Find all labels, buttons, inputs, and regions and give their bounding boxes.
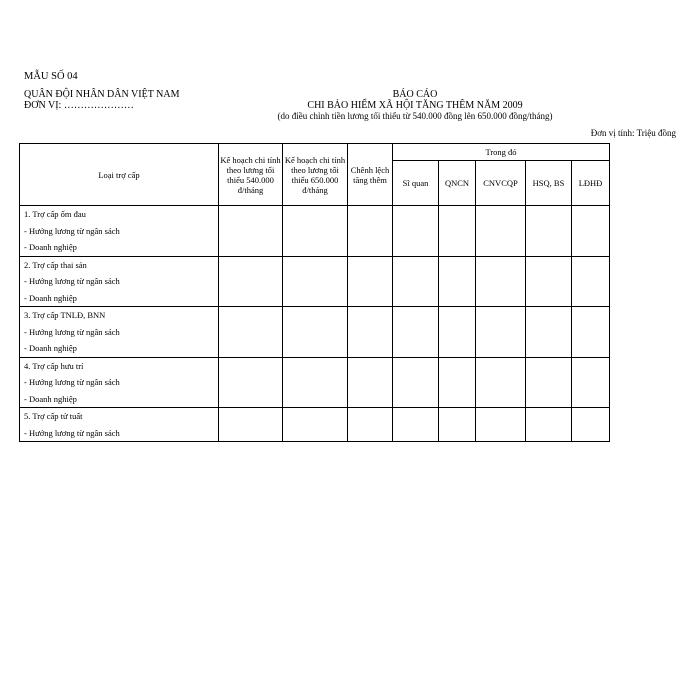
table-cell [219, 206, 283, 257]
table-cell [283, 206, 348, 257]
table-cell [393, 256, 439, 307]
table-cell [348, 408, 393, 442]
row-subline: - Doanh nghiệp [24, 242, 77, 252]
table-cell [439, 408, 476, 442]
table-cell [219, 357, 283, 408]
header-hsq-bs: HSQ, BS [526, 161, 572, 206]
header-ldhd: LĐHĐ [572, 161, 610, 206]
row-label [20, 357, 219, 408]
row-label [20, 408, 219, 442]
table-cell [393, 307, 439, 358]
table-cell [219, 307, 283, 358]
header-plan-540: Kế hoạch chi tính theo lương tối thiểu 540.000 đ/tháng [219, 144, 283, 206]
table-cell [393, 357, 439, 408]
row-subline: - Hưởng lương từ ngân sách [24, 225, 120, 236]
table-cell [572, 307, 610, 358]
table-cell [283, 357, 348, 408]
header-cnvcqp: CNVCQP [476, 161, 526, 206]
row-title: 4. Trợ cấp hưu trí [24, 360, 84, 371]
row-title: 3. Trợ cấp TNLĐ, BNN [24, 310, 106, 320]
table-cell [476, 206, 526, 257]
currency-unit: Đơn vị tính: Triệu đồng [590, 128, 676, 138]
table-cell [348, 256, 393, 307]
header-qncn: QNCN [439, 161, 476, 206]
row-subline: - Doanh nghiệp [24, 393, 77, 404]
table-cell [526, 307, 572, 358]
table-cell [572, 206, 610, 257]
report-table [19, 143, 610, 442]
table-cell [283, 256, 348, 307]
table-cell [219, 256, 283, 307]
row-subline: - Doanh nghiệp [24, 343, 77, 353]
header-difference: Chênh lệch tăng thêm [348, 144, 393, 206]
table-cell [348, 357, 393, 408]
table-cell [348, 307, 393, 358]
table-cell [526, 256, 572, 307]
row-subline: - Hưởng lương từ ngân sách [24, 377, 120, 387]
row-label [20, 307, 219, 358]
header-type: Loại trợ cấp [20, 144, 219, 206]
row-subline: - Hưởng lương từ ngân sách [24, 427, 120, 438]
header-plan-650: Kế hoạch chi tính theo lương tối thiểu 650.000 đ/tháng [283, 144, 348, 206]
table-cell [526, 408, 572, 442]
row-title: 5. Trợ cấp tử tuất [24, 411, 83, 421]
table-cell [439, 357, 476, 408]
row-subline: - Hưởng lương từ ngân sách [24, 276, 120, 286]
table-cell [393, 206, 439, 257]
table-cell [439, 206, 476, 257]
row-title: 1. Trợ cấp ốm đau [24, 209, 86, 219]
table-cell [572, 256, 610, 307]
table-cell [283, 307, 348, 358]
row-subline: - Hưởng lương từ ngân sách [24, 326, 120, 337]
table-cell [348, 206, 393, 257]
report-title: BÁO CÁO [392, 89, 438, 100]
table-cell [219, 408, 283, 442]
row-subline: - Doanh nghiệp [24, 292, 77, 303]
table-cell [439, 256, 476, 307]
table-cell [476, 307, 526, 358]
table-row [20, 206, 610, 257]
table-cell [526, 206, 572, 257]
row-title: 2. Trợ cấp thai sản [24, 259, 87, 270]
header-of-which: Trong đó [393, 144, 610, 161]
row-label [20, 206, 219, 257]
header-officer: Sĩ quan [393, 161, 439, 206]
table-cell [526, 357, 572, 408]
table-row [20, 408, 610, 442]
report-subtitle: CHI BẢO HIỂM XÃ HỘI TĂNG THÊM NĂM 2009 [307, 100, 523, 111]
table-row [20, 307, 610, 358]
organization-name: QUÂN ĐỘI NHÂN DÂN VIỆT NAM [24, 89, 180, 100]
table-cell [283, 408, 348, 442]
table-cell [393, 408, 439, 442]
table-row [20, 256, 610, 307]
table-cell [572, 357, 610, 408]
table-cell [476, 256, 526, 307]
table-cell [476, 408, 526, 442]
report-note: (do điều chỉnh tiền lương tối thiểu từ 540.000 đồng lên 650.000 đồng/tháng) [277, 111, 553, 121]
table-cell [476, 357, 526, 408]
table-cell [572, 408, 610, 442]
form-number: MẪU SỐ 04 [24, 71, 78, 82]
table-cell [439, 307, 476, 358]
row-label [20, 256, 219, 307]
unit-label: ĐƠN VỊ: ………………… [24, 100, 134, 111]
table-row [20, 357, 610, 408]
